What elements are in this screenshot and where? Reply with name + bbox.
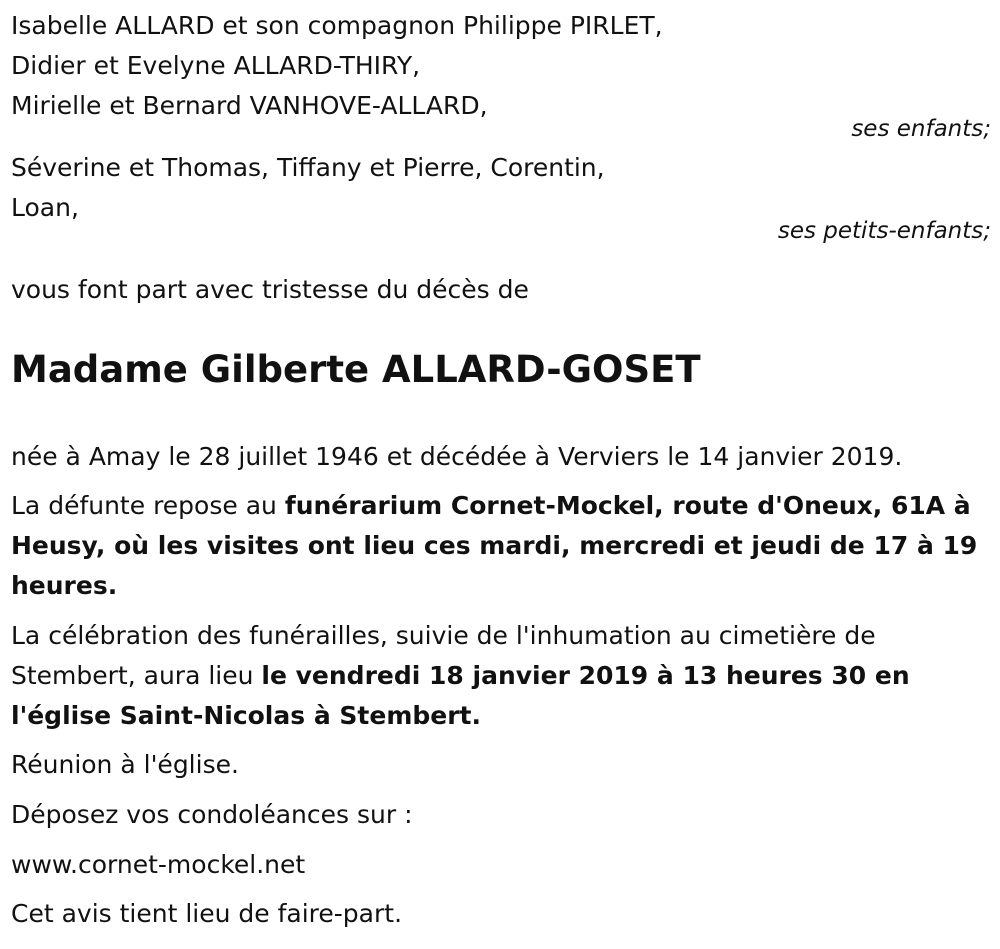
deceased-name: Madame Gilberte ALLARD-GOSET [11, 348, 701, 391]
intro-text: vous font part avec tristesse du décès de [11, 275, 529, 304]
condolences-text: Déposez vos condoléances sur : [11, 800, 413, 829]
children-label: ses enfants; [851, 116, 991, 142]
grandchild-line-2: Loan, [11, 193, 79, 222]
child-line-2: Didier et Evelyne ALLARD-THIRY, [11, 51, 421, 80]
repose-details: funérarium Cornet-Mockel, route d'Oneux, 61A à Heusy, où les visites ont lieu ces mardi, mercredi et jeudi de 17 à 19 heures. [11, 491, 978, 600]
closing-text: Cet avis tient lieu de faire-part. [11, 899, 403, 928]
grandchildren-label: ses petits-enfants; [777, 218, 991, 244]
repose-paragraph [11, 486, 991, 606]
repose-prefix: La défunte repose au [11, 491, 285, 520]
website-link[interactable]: www.cornet-mockel.net [11, 850, 306, 879]
funeral-details: le vendredi 18 janvier 2019 à 13 heures 30 en l'église Saint-Nicolas à Stembert. [11, 661, 910, 730]
child-line-3: Mirielle et Bernard VANHOVE-ALLARD, [11, 91, 488, 120]
birth-death-text: née à Amay le 28 juillet 1946 et décédée à Verviers le 14 janvier 2019. [11, 442, 903, 471]
meeting-text: Réunion à l'église. [11, 750, 239, 779]
funeral-paragraph [11, 616, 991, 736]
grandchild-line-1: Séverine et Thomas, Tiffany et Pierre, Corentin, [11, 153, 605, 182]
funeral-prefix: La célébration des funérailles, suivie de l'inhumation au cimetière de Stembert, aura lieu [11, 621, 876, 690]
child-line-1: Isabelle ALLARD et son compagnon Philippe PIRLET, [11, 11, 663, 40]
